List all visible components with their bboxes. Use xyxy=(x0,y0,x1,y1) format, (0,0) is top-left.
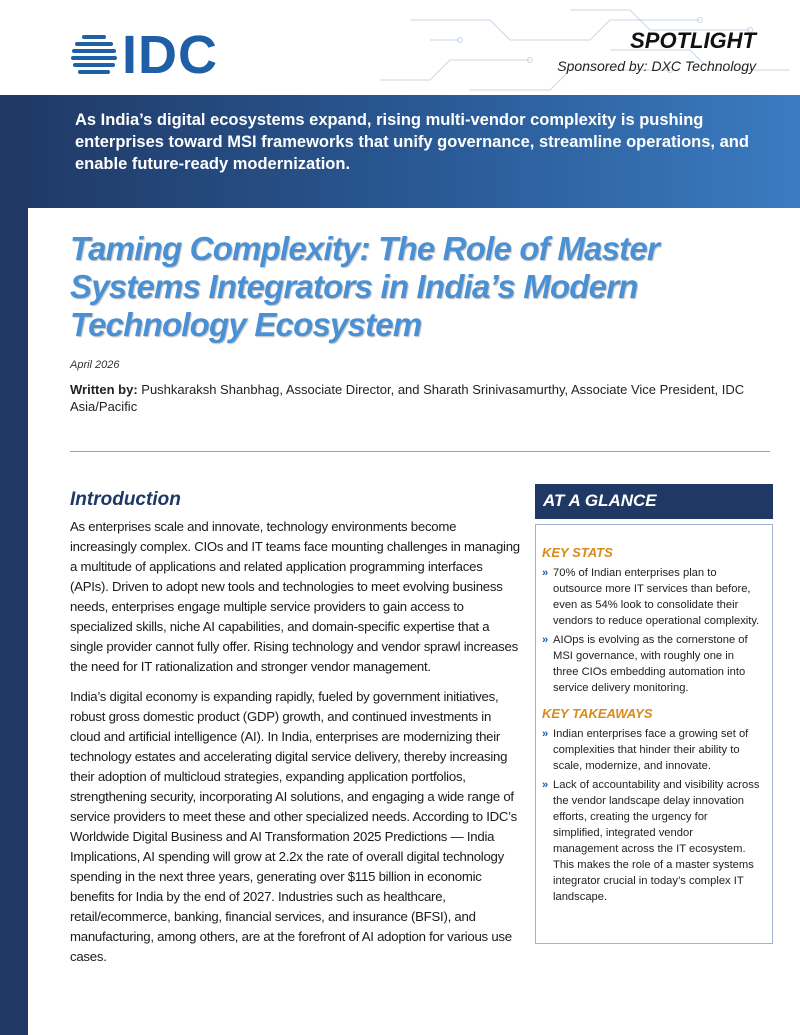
key-stat-text: 70% of Indian enterprises plan to outsource more IT services than before, even as 54% look to consolidate their vendors to reduce operational complexity. xyxy=(553,567,760,627)
key-stat-item xyxy=(542,565,760,629)
idc-globe-icon xyxy=(70,33,118,77)
written-by xyxy=(70,381,770,415)
written-by-label: Written by: xyxy=(70,382,138,397)
authors: Pushkaraksh Shanbhag, Associate Director, and Sharath Srinivasamurthy, Associate Vice President, IDC Asia/Pacific xyxy=(70,382,745,414)
key-takeaways-title: KEY TAKEAWAYS xyxy=(542,706,653,721)
page-header xyxy=(0,0,800,95)
logo-text: IDC xyxy=(122,25,218,85)
left-accent-stripe xyxy=(0,208,28,1035)
bullet-icon: » xyxy=(542,567,549,579)
bullet-icon: » xyxy=(542,634,549,646)
key-takeaway-text: Lack of accountability and visibility across the vendor landscape delay innovation efforts, creating the urgency for simplified, integrated vendor management across the IT ecosystem. This makes the role of a master systems integrator crucial in today’s complex IT landscape. xyxy=(553,779,760,903)
introduction-body xyxy=(70,517,524,977)
intro-paragraph: India’s digital economy is expanding rapidly, fueled by government initiatives, robust gross domestic product (GDP) growth, and continued investments in cloud and artificial intelligence (AI). In India, enterprises are modernizing their technology estates and accelerating digital service delivery, thereby increasing their adoption of multicloud strategies, expanding application portfolios, strengthening security, incorporating AI solutions, and engaging a wide range of service providers to meet these and other specialized needs. According to IDC’s Worldwide Digital Business and AI Transformation 2025 Predictions — India Implications, AI spending will grow at 2.2x the rate of overall digital technology spending in the next three years, generating over $115 billion in economic benefits for India by the end of 2027. Industries such as healthcare, retail/ecommerce, banking, financial services, and insurance (BFSI), and manufacturing, among others, are at the forefront of AI adoption for various use cases. xyxy=(70,689,517,964)
key-takeaway-item xyxy=(542,726,760,774)
key-stat-text: AIOps is evolving as the cornerstone of MSI governance, with roughly one in three CIOs embedding automation into service delivery monitoring. xyxy=(553,634,748,694)
at-a-glance-heading: AT A GLANCE xyxy=(535,484,773,519)
document-title: Taming Complexity: The Role of Master Systems Integrators in India’s Modern Technology Ecosystem xyxy=(70,230,659,343)
publication-date: April 2026 xyxy=(70,359,120,371)
banner-text: As India’s digital ecosystems expand, rising multi-vendor complexity is pushing enterprises toward MSI frameworks that unify governance, streamline operations, and enable future-ready modernization. xyxy=(75,111,749,173)
introduction-heading: Introduction xyxy=(70,489,181,510)
idc-logo xyxy=(70,25,218,85)
summary-banner xyxy=(0,95,800,208)
section-divider xyxy=(70,451,770,452)
spotlight-label: SPOTLIGHT xyxy=(630,28,756,53)
key-stats-title: KEY STATS xyxy=(542,545,613,560)
key-takeaway-text: Indian enterprises face a growing set of complexities that hinder their ability to scale, modernize, and innovate. xyxy=(553,728,749,772)
key-takeaway-item xyxy=(542,777,760,905)
bullet-icon: » xyxy=(542,728,549,740)
at-a-glance-box xyxy=(535,524,773,944)
sponsored-by: Sponsored by: DXC Technology xyxy=(557,58,756,74)
key-stat-item xyxy=(542,632,760,696)
intro-paragraph: As enterprises scale and innovate, technology environments become increasingly complex. CIOs and IT teams face mounting challenges in managing a multitude of applications and related application programming interfaces (APIs). Driven to adopt new tools and technologies to meet evolving business needs, enterprises engage multiple service providers to gain access to specialized skills, niche AI capabilities, and domain-specific expertise that a single provider cannot fully offer. Rising technology and vendor sprawl increases the need for IT rationalization and stronger vendor management. xyxy=(70,519,520,674)
bullet-icon: » xyxy=(542,779,549,791)
